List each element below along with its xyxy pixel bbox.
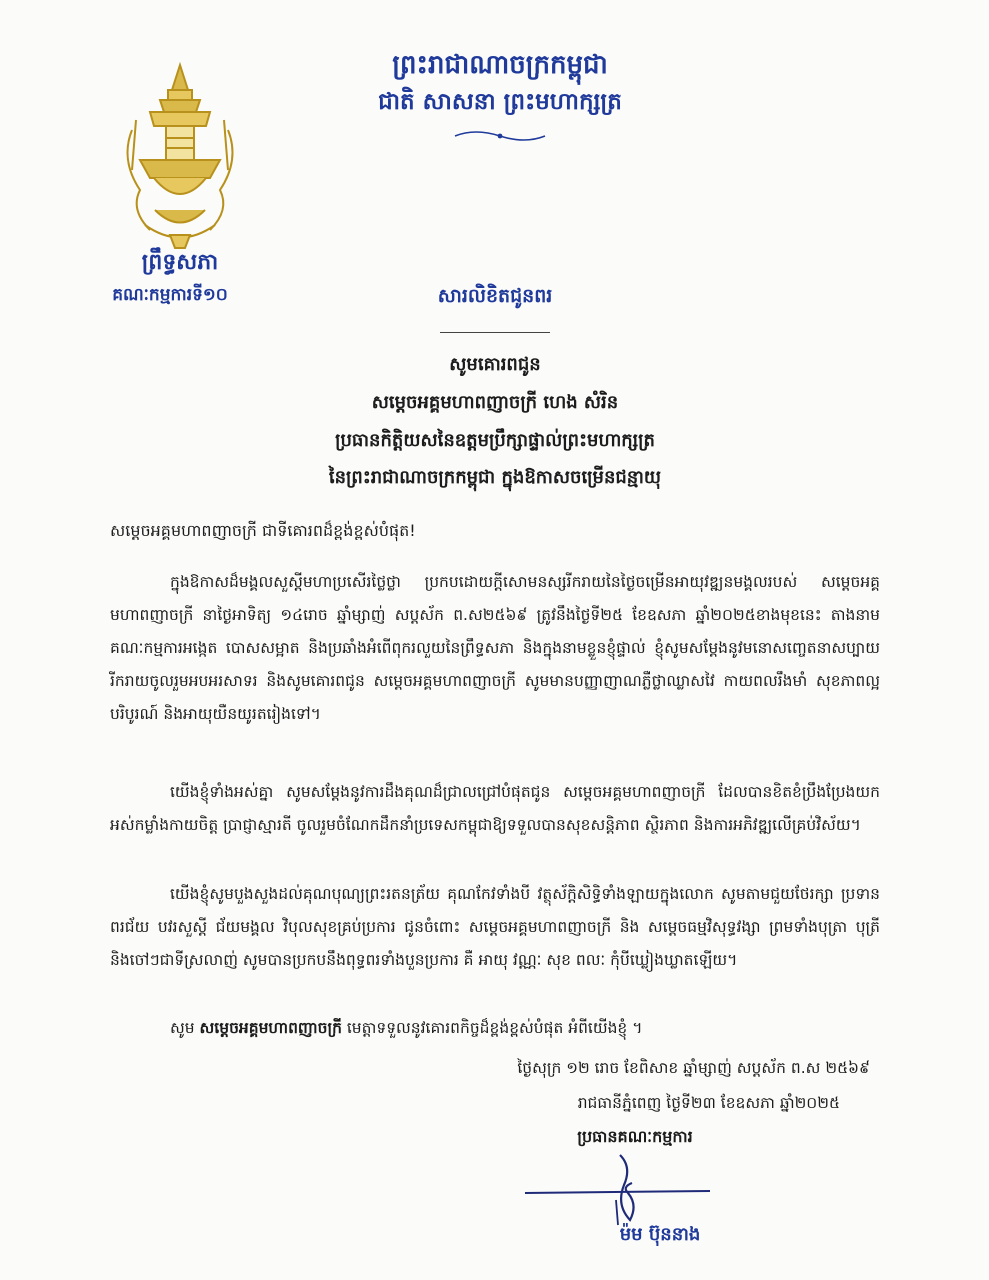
national-motto: ជាតិ សាសនា ព្រះមហាក្សត្រ	[378, 89, 622, 115]
solar-date: រាជធានីភ្នំពេញ ថ្ងៃទី២៣ ខែឧសភា ឆ្នាំ២០២៥	[577, 1094, 840, 1112]
kingdom-name: ព្រះរាជាណាចក្រកម្ពុជា	[392, 50, 608, 80]
address-line: ប្រធានកិត្តិយសនៃឧត្តមប្រឹក្សាផ្ទាល់ព្រះមហាក្សត្រ	[335, 430, 655, 451]
title-divider	[440, 332, 550, 333]
royal-emblem-icon	[110, 60, 250, 250]
address-line: នៃព្រះរាជាណាចក្រកម្ពុជា ក្នុងឱកាសចម្រើនជន្មាយុ	[328, 467, 662, 488]
body-paragraph: យើងខ្ញុំទាំងអស់គ្នា សូមសម្តែងនូវការដឹងគុណដ៏ជ្រាលជ្រៅបំផុតជូន សម្តេចអគ្គមហាពញាចក្រី ដែលបានខិតខំប្រឹងប្រែងយកអស់កម្លាំងកាយចិត្ត ប្រាជ្ញាស្មារតី ចូលរួមចំណែកដឹកនាំប្រទេសកម្ពុជាឱ្យទទួលបានសុខសន្តិភាព ស្ថិរភាព និងការអភិវឌ្ឍលើគ្រប់វិស័យ។	[110, 783, 880, 834]
closing-line	[170, 1018, 890, 1041]
body-paragraph: ក្នុងឱកាសដ៏មង្គលសួស្តីមហាប្រសើរថ្លៃថ្លា ប្រកបដោយក្តីសោមនស្សរីករាយនៃថ្ងៃចម្រើនអាយុវឌ្ឍនមង្គលរបស់ សម្តេចអគ្គមហាពញាចក្រី នាថ្ងៃអាទិត្យ ១៤រោច ឆ្នាំម្សាញ់ សប្តស័ក ព.ស២៥៦៩ ត្រូវនឹងថ្ងៃទី២៥ ខែឧសភា ឆ្នាំ២០២៥ខាងមុខនេះ តាងនាមគណៈកម្មការអង្កេត បោសសម្អាត និងប្រឆាំងអំពើពុករលួយនៃព្រឹទ្ធសភា និងក្នុងនាមខ្លួនខ្ញុំផ្ទាល់ ខ្ញុំសូមសម្តែងនូវមនោសញ្ចេតនាសប្បាយរីករាយចូលរួមអបអរសាទរ និងសូមគោរពជូន សម្តេចអគ្គមហាពញាចក្រី សូមមានបញ្ញាញាណភ្លឺថ្លាឈ្លាសវៃ កាយពលរឹងមាំ សុខភាពល្អបរិបូរណ៍ និងអាយុយឺនយូរតរៀងទៅ។	[110, 573, 880, 723]
signatory-name: ម៉ម ប៊ុននាង	[619, 1224, 701, 1245]
salutation: សម្តេចអគ្គមហាពញាចក្រី ជាទីគោរពដ៏ខ្ពង់ខ្ពស់បំផុត!	[110, 521, 416, 540]
motto-ornament-icon	[450, 128, 550, 144]
committee-name: គណៈកម្មការទី១០	[112, 285, 228, 305]
signatory-title: ប្រធានគណៈកម្មការ	[577, 1127, 693, 1146]
closing-prefix: សូម	[170, 1019, 195, 1037]
body-paragraph: យើងខ្ញុំសូមបួងសួងដល់គុណបុណ្យព្រះរតនត្រ័យ គុណកែវទាំងបី វត្ថុស័ក្តិសិទ្ធិទាំងឡាយក្នុងលោក សូមតាមជួយថែរក្សា ប្រទានពរជ័យ បវរសួស្តី ជ័យមង្គល វិបុលសុខគ្រប់ប្រការ ជូនចំពោះ សម្តេចអគ្គមហាពញាចក្រី និង សម្តេចធម្មវិសុទ្ធវង្សា ព្រមទាំងបុត្រា បុត្រី និងចៅៗជាទីស្រលាញ់ សូមបានប្រកបនឹងពុទ្ធពរទាំងបួនប្រការ គឺ អាយុ វណ្ណៈ សុខ ពលៈ កុំបីឃ្លៀងឃ្លាតឡើយ។	[110, 885, 880, 969]
closing-suffix: មេត្តាទទួលនូវគោរពកិច្ចដ៏ខ្ពង់ខ្ពស់បំផុត អំពីយើងខ្ញុំ ។	[341, 1019, 643, 1037]
document-title: សារលិខិតជូនពរ	[437, 285, 553, 307]
address-line: សម្តេចអគ្គមហាពញាចក្រី ហេង សំរិន	[371, 392, 619, 413]
closing-name: សម្តេចអគ្គមហាពញាចក្រី	[199, 1019, 342, 1037]
senate-name: ព្រឹទ្ធសភា	[141, 250, 219, 275]
address-line: សូមគោរពជូន	[449, 354, 541, 375]
lunar-date: ថ្ងៃសុក្រ ១២ រោច ខែពិសាខ ឆ្នាំម្សាញ់ សប្តស័ក ព.ស ២៥៦៩	[517, 1059, 870, 1077]
